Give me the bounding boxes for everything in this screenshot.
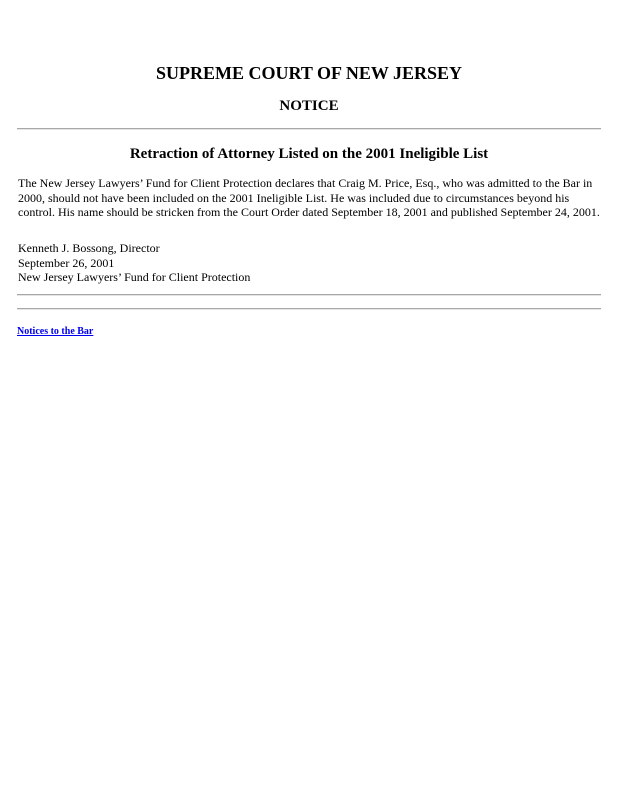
signature-date: September 26, 2001 [18,255,115,270]
court-title: SUPREME COURT OF NEW JERSEY [155,63,463,83]
notice-subject: Retraction of Attorney Listed on the 2001 Ineligible List [129,146,489,162]
divider-bottom-1 [17,294,601,296]
notice-title: NOTICE [279,98,339,114]
notices-to-the-bar-link[interactable]: Notices to the Bar [17,326,94,337]
signature-block [18,241,250,285]
notice-body: The New Jersey Lawyers’ Fund for Client Protection declares that Craig M. Price, Esq., who was admitted to the Bar in 2000, should not have been included on the 2001 Ineligible List. He was included due to circumstances beyond his control. His name should be stricken from the Court Order dated September 18, 2001 and published September 24, 2001. [18,176,600,219]
divider-top [17,128,601,130]
signature-organization: New Jersey Lawyers’ Fund for Client Protection [18,270,251,284]
signature-name: Kenneth J. Bossong, Director [18,241,160,255]
divider-bottom-2 [17,308,601,310]
